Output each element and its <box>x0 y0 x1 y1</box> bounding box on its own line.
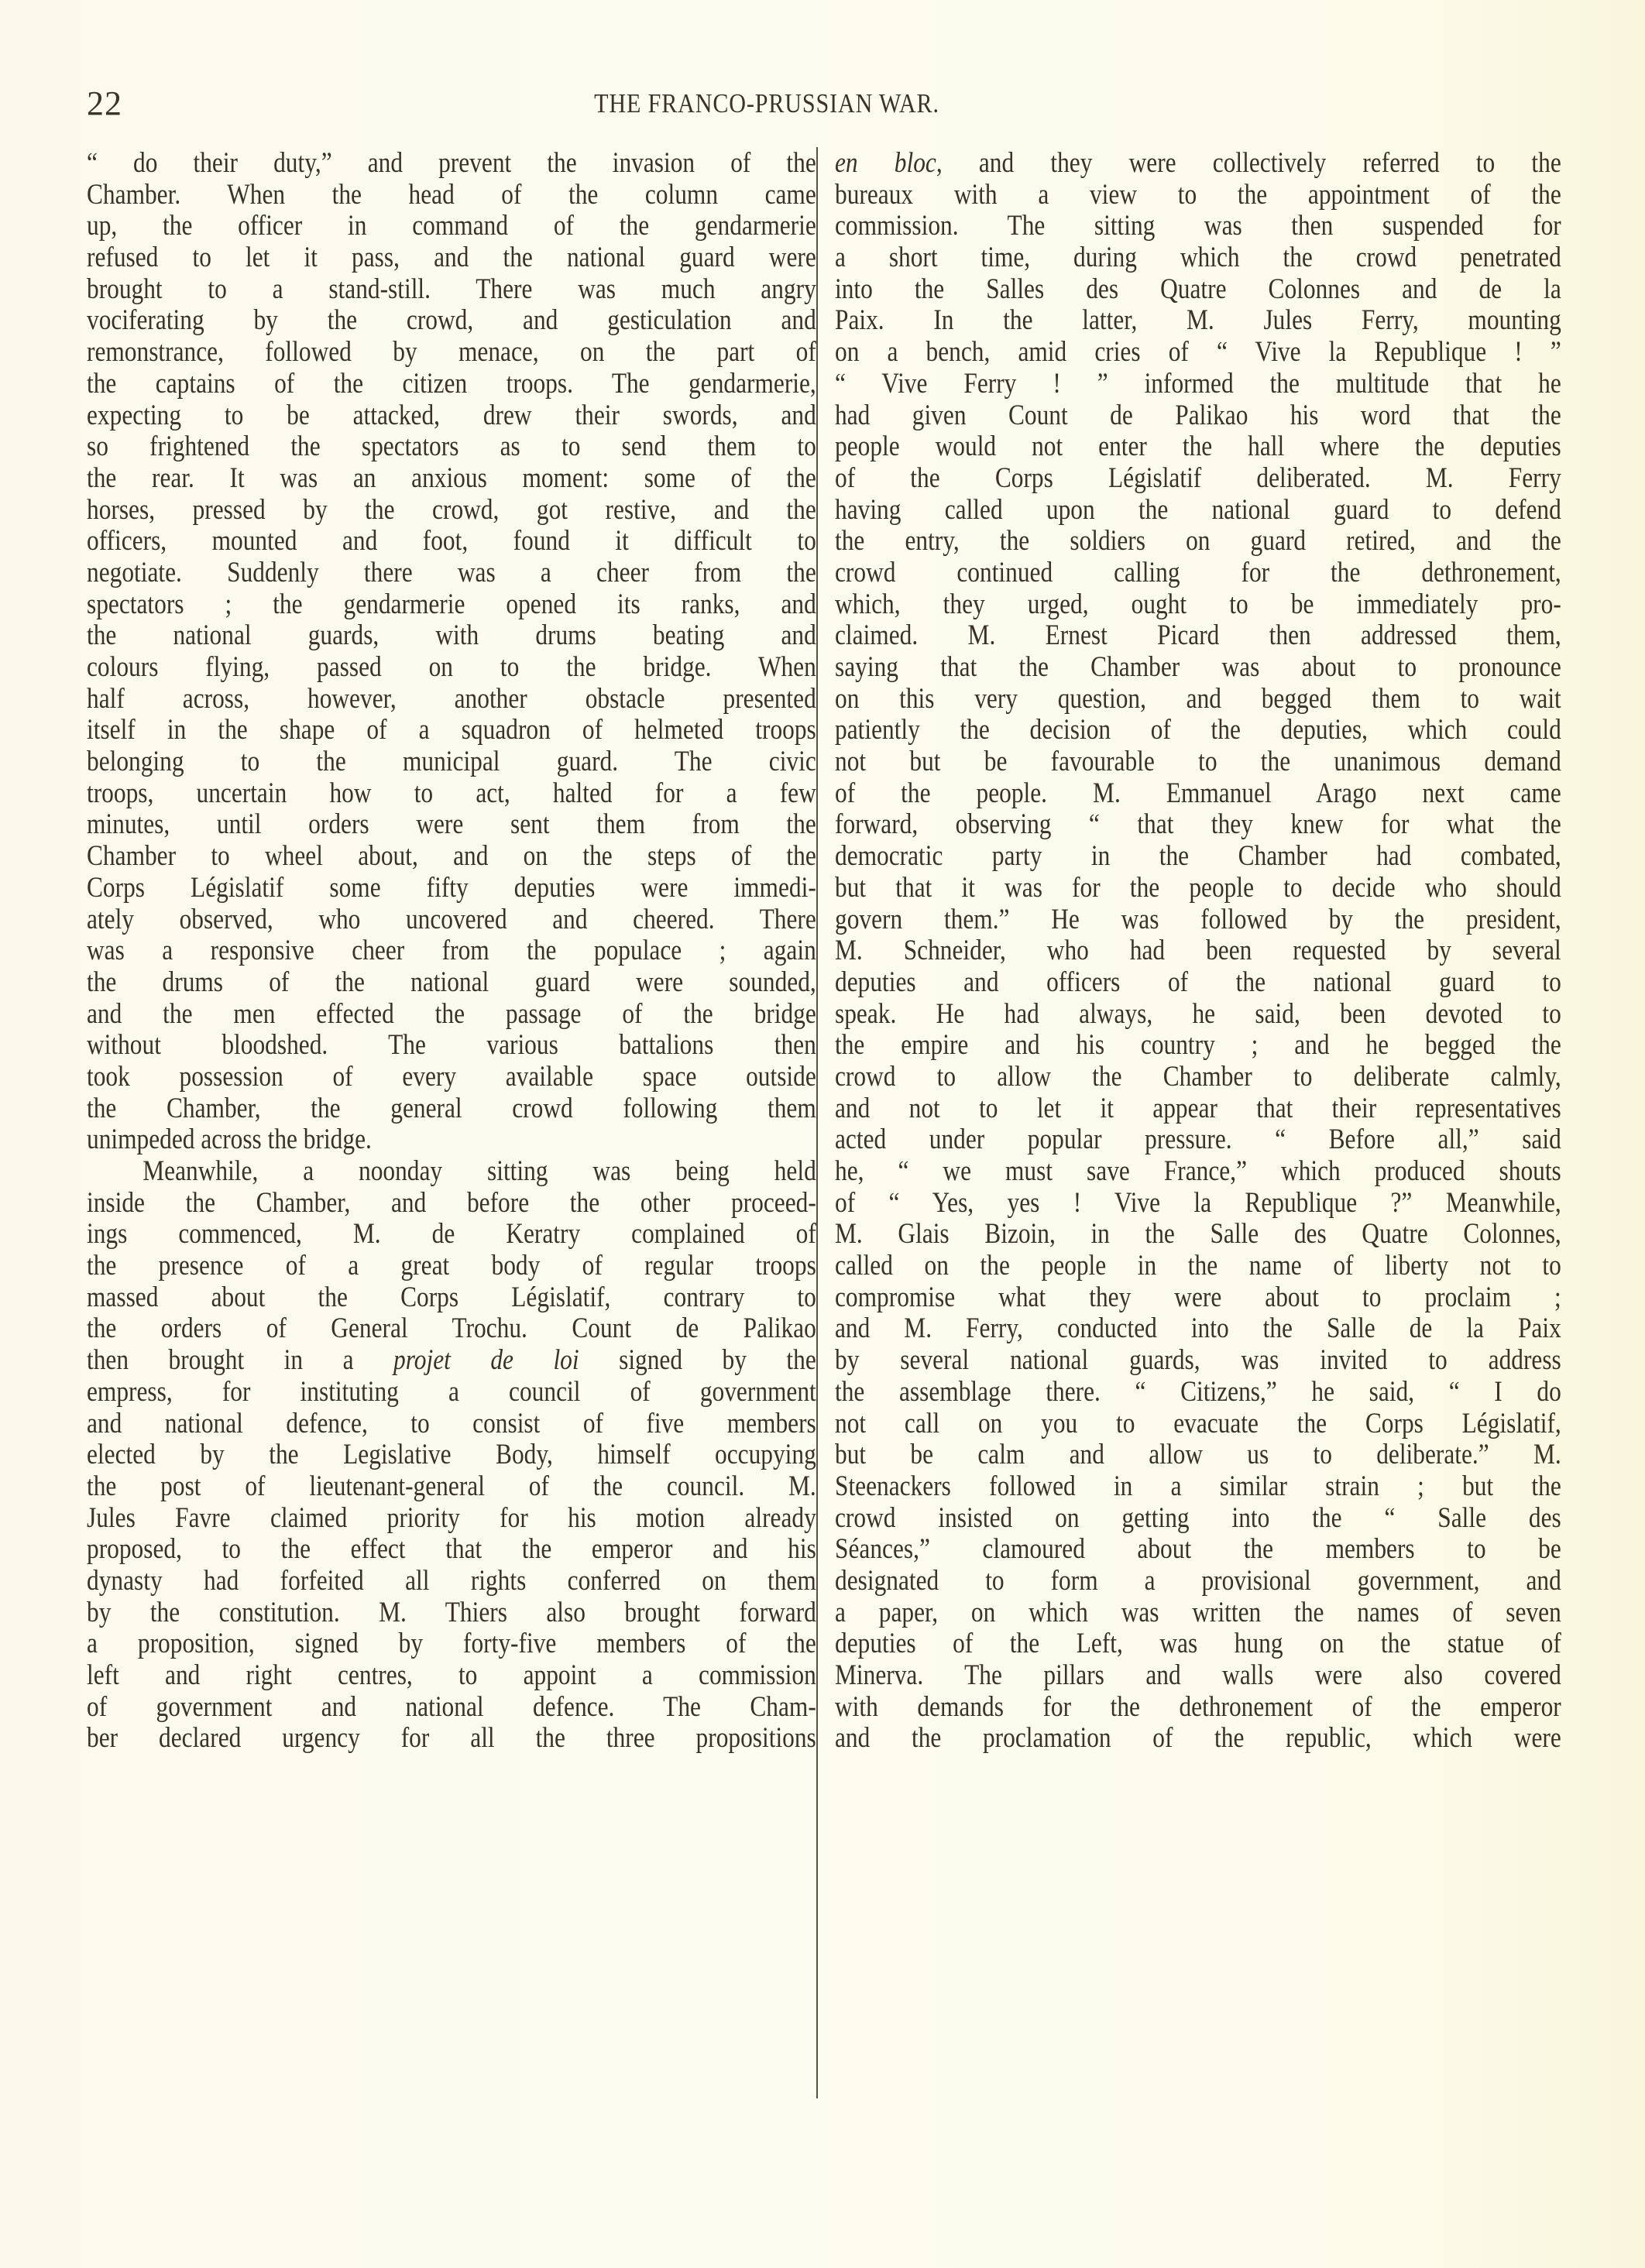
text-line: the empire and his country ; and he begged the <box>835 1028 1561 1061</box>
text-line: “ Vive Ferry ! ” informed the multitude that he <box>835 366 1561 399</box>
text-line-with-italic <box>835 147 1561 179</box>
text-line: democratic party in the Chamber had combated, <box>835 839 1561 872</box>
text-line: remonstrance, followed by menace, on the part of <box>87 335 816 368</box>
text-line: compromise what they were about to proclaim ; <box>835 1280 1561 1312</box>
text-line: M. Glais Bizoin, in the Salle des Quatre Colonnes, <box>835 1217 1561 1250</box>
text-line: crowd continued calling for the dethronement, <box>835 555 1561 588</box>
text-line: not call on you to evacuate the Corps Législatif, <box>835 1406 1561 1439</box>
text-line: on this very question, and begged them to wait <box>835 681 1561 714</box>
text-line: had given Count de Palikao his word that the <box>835 398 1561 431</box>
text-line: Séances,” clamoured about the members to be <box>835 1532 1561 1565</box>
text-line: speak. He had always, he said, been devoted to <box>835 997 1561 1029</box>
text-line: on a bench, amid cries of “ Vive la Republique ! ” <box>835 335 1561 368</box>
text-line: proposed, to the effect that the emperor and his <box>87 1532 816 1565</box>
text-line: up, the officer in command of the gendarmerie <box>87 209 816 242</box>
text-line: and national defence, to consist of five members <box>87 1406 816 1439</box>
text-line: claimed. M. Ernest Picard then addressed them, <box>835 619 1561 651</box>
text-line: Minerva. The pillars and walls were also covered <box>835 1659 1561 1690</box>
text-line: belonging to the municipal guard. The civic <box>87 745 816 777</box>
text-line: massed about the Corps Législatif, contrary to <box>87 1280 816 1312</box>
text-line: half across, however, another obstacle presented <box>87 681 816 714</box>
text-line: the captains of the citizen troops. The gendarmerie, <box>87 366 816 399</box>
text-line: not but be favourable to the unanimous demand <box>835 745 1561 777</box>
text-line: the entry, the soldiers on guard retired, and the <box>835 524 1561 557</box>
text-line: designated to form a provisional government, and <box>835 1563 1561 1596</box>
text-line: expecting to be attacked, drew their swords, and <box>87 398 816 431</box>
text-line: called on the people in the name of liberty not to <box>835 1249 1561 1282</box>
text-line: deputies of the Left, was hung on the statue of <box>835 1627 1561 1659</box>
text-line: the rear. It was an anxious moment: some of the <box>87 461 816 493</box>
text-line: with demands for the dethronement of the emperor <box>835 1690 1561 1722</box>
column-rule <box>816 147 818 2098</box>
text-line: Chamber. When the head of the column came <box>87 177 816 210</box>
text-line: a short time, during which the crowd penetrated <box>835 241 1561 273</box>
text-line: of “ Yes, yes ! Vive la Republique ?” Meanwhile, <box>835 1185 1561 1218</box>
text-line: negotiate. Suddenly there was a cheer from the <box>87 555 816 588</box>
page-number: 22 <box>87 84 122 122</box>
text-line: forward, observing “ that they knew for what the <box>835 808 1561 840</box>
paragraph-start-line: Meanwhile, a noonday sitting was being held <box>143 1155 816 1186</box>
text-line: deputies and officers of the national guard to <box>835 965 1561 997</box>
text-line: brought to a stand-still. There was much angry <box>87 272 816 304</box>
text-line: which, they urged, ought to be immediately pro- <box>835 587 1561 619</box>
text-line: by the constitution. M. Thiers also brought forward <box>87 1595 816 1628</box>
text-line: ings commenced, M. de Keratry complained of <box>87 1217 816 1250</box>
text-line: saying that the Chamber was about to pronounce <box>835 650 1561 682</box>
text-line-with-italic <box>87 1344 816 1376</box>
text-line: empress, for instituting a council of government <box>87 1374 816 1407</box>
text-line: and the men effected the passage of the bridge <box>87 997 816 1029</box>
text-line: but that it was for the people to decide who should <box>835 870 1561 903</box>
text-line: ber declared urgency for all the three propositions <box>87 1721 816 1754</box>
text-line: the presence of a great body of regular troops <box>87 1249 816 1282</box>
text-line: crowd to allow the Chamber to deliberate calmly, <box>835 1059 1561 1092</box>
text-line: officers, mounted and foot, found it difficult to <box>87 524 816 557</box>
text-line: bureaux with a view to the appointment of the <box>835 177 1561 210</box>
text-line: ately observed, who uncovered and cheered. There <box>87 902 816 935</box>
text-line: into the Salles des Quatre Colonnes and de la <box>835 272 1561 304</box>
text-line: and M. Ferry, conducted into the Salle de la Paix <box>835 1312 1561 1344</box>
text-line: Paix. In the latter, M. Jules Ferry, mounting <box>835 304 1561 336</box>
text-line: he, “ we must save France,” which produced shouts <box>835 1155 1561 1186</box>
text-line: was a responsive cheer from the populace ; again <box>87 934 816 966</box>
text-line: patiently the decision of the deputies, which could <box>835 713 1561 746</box>
text-line: commission. The sitting was then suspended for <box>835 209 1561 242</box>
running-head <box>0 84 1645 130</box>
text-fragment: signed by the <box>579 1343 816 1376</box>
text-line: the assemblage there. “ Citizens,” he said, “ I do <box>835 1374 1561 1407</box>
text-line: a paper, on which was written the names of seven <box>835 1595 1561 1628</box>
text-line: without bloodshed. The various battalions then <box>87 1028 816 1061</box>
text-line: inside the Chamber, and before the other proceed- <box>87 1185 816 1218</box>
text-line: “ do their duty,” and prevent the invasion of the <box>87 146 816 178</box>
text-line: a proposition, signed by forty-five members of the <box>87 1627 816 1659</box>
text-line: the post of lieutenant-general of the council. M. <box>87 1469 816 1501</box>
text-line: of the people. M. Emmanuel Arago next came <box>835 776 1561 808</box>
text-line: Jules Favre claimed priority for his motion already <box>87 1501 816 1533</box>
text-line: M. Schneider, who had been requested by several <box>835 934 1561 966</box>
text-line: troops, uncertain how to act, halted for a few <box>87 776 816 808</box>
left-column <box>87 147 815 1754</box>
text-line: the national guards, with drums beating and <box>87 619 816 651</box>
text-line: govern them.” He was followed by the president, <box>835 902 1561 935</box>
paragraph-end-line: unimpeded across the bridge. <box>87 1123 372 1155</box>
text-line: elected by the Legislative Body, himself occupying <box>87 1438 816 1470</box>
text-line: the Chamber, the general crowd following them <box>87 1091 816 1124</box>
text-line: dynasty had forfeited all rights conferred on them <box>87 1563 816 1596</box>
text-line: acted under popular pressure. “ Before all,” said <box>835 1123 1561 1155</box>
text-line: people would not enter the hall where the deputies <box>835 430 1561 462</box>
text-line: the drums of the national guard were sounded, <box>87 965 816 997</box>
text-line: took possession of every available space outside <box>87 1059 816 1092</box>
text-line: so frightened the spectators as to send them to <box>87 430 816 462</box>
running-title: THE FRANCO-PRUSSIAN WAR. <box>594 88 939 118</box>
text-line: refused to let it pass, and the national guard were <box>87 241 816 273</box>
text-line: but be calm and allow us to deliberate.” M. <box>835 1438 1561 1470</box>
text-line: horses, pressed by the crowd, got restive, and the <box>87 492 816 525</box>
text-fragment: , and they were collectively referred to the <box>936 146 1561 178</box>
text-line: by several national guards, was invited to address <box>835 1343 1561 1376</box>
italic-phrase: projet de loi <box>393 1343 579 1376</box>
text-line: and the proclamation of the republic, which were <box>835 1721 1561 1754</box>
text-line: and not to let it appear that their representatives <box>835 1091 1561 1124</box>
text-line: of government and national defence. The Cham- <box>87 1690 816 1722</box>
text-line: Chamber to wheel about, and on the steps of the <box>87 839 816 872</box>
italic-phrase: en bloc <box>835 146 936 178</box>
text-line: Steenackers followed in a similar strain ; but the <box>835 1469 1561 1501</box>
text-line: minutes, until orders were sent them from the <box>87 808 816 840</box>
text-line: vociferating by the crowd, and gesticulation and <box>87 304 816 336</box>
text-line: itself in the shape of a squadron of helmeted troops <box>87 713 816 746</box>
text-line: Corps Législatif some fifty deputies were immedi- <box>87 870 816 903</box>
text-line: of the Corps Législatif deliberated. M. Ferry <box>835 461 1561 493</box>
text-line: crowd insisted on getting into the “ Salle des <box>835 1501 1561 1533</box>
text-line: the orders of General Trochu. Count de Palikao <box>87 1312 816 1344</box>
text-fragment: then brought in a <box>87 1343 394 1376</box>
text-line: colours flying, passed on to the bridge. When <box>87 650 816 682</box>
right-column <box>835 147 1560 1754</box>
text-line: having called upon the national guard to defend <box>835 492 1561 525</box>
text-line: left and right centres, to appoint a commission <box>87 1659 816 1690</box>
text-line: spectators ; the gendarmerie opened its ranks, and <box>87 587 816 619</box>
